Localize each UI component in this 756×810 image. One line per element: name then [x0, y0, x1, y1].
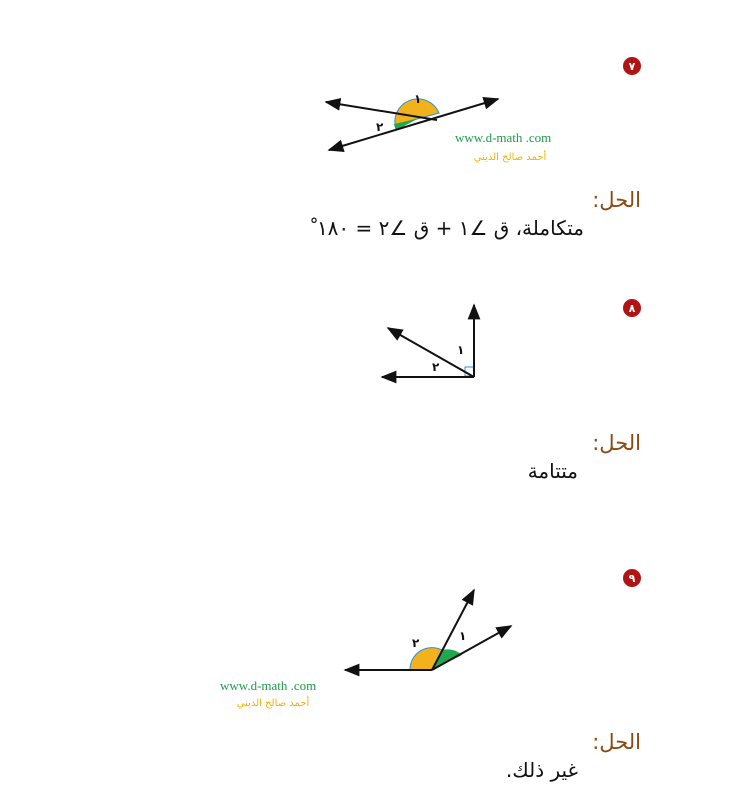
problem-9-solution-label: الحل: — [592, 730, 641, 754]
problem-9-number-badge: ٩ — [623, 569, 641, 587]
watermark-url-2: www.d-math .com — [220, 678, 317, 693]
figure-8-complementary-angles — [382, 305, 474, 377]
figure-9-label-1: ١ — [459, 629, 467, 643]
problem-8-number-badge: ٨ — [623, 299, 641, 317]
problem-7-number-badge: ٧ — [623, 57, 641, 75]
figure-8-label-2: ٢ — [432, 360, 440, 374]
watermark-author-1: أحمد صالح الديني — [473, 152, 547, 163]
problem-7-answer: متكاملة، ق ∠١ + ق ∠٢ = ١٨٠ ْ — [311, 216, 584, 240]
figure-7-label-2: ٢ — [376, 120, 384, 134]
problem-8-answer: متتامة — [527, 459, 578, 483]
figure-9-adjacent-angles — [345, 590, 511, 670]
problem-9-answer: غير ذلك. — [505, 758, 578, 782]
figure-9-label-2: ٢ — [412, 636, 420, 650]
figure-8-label-1: ١ — [457, 343, 465, 357]
watermark-url-1: www.d-math .com — [455, 130, 552, 145]
problem-7-solution-label: الحل: — [592, 188, 641, 212]
problem-8-solution-label: الحل: — [592, 431, 641, 455]
figure-7-label-1: ١ — [414, 92, 422, 106]
watermark-author-2: أحمد صالح الديني — [236, 698, 310, 709]
